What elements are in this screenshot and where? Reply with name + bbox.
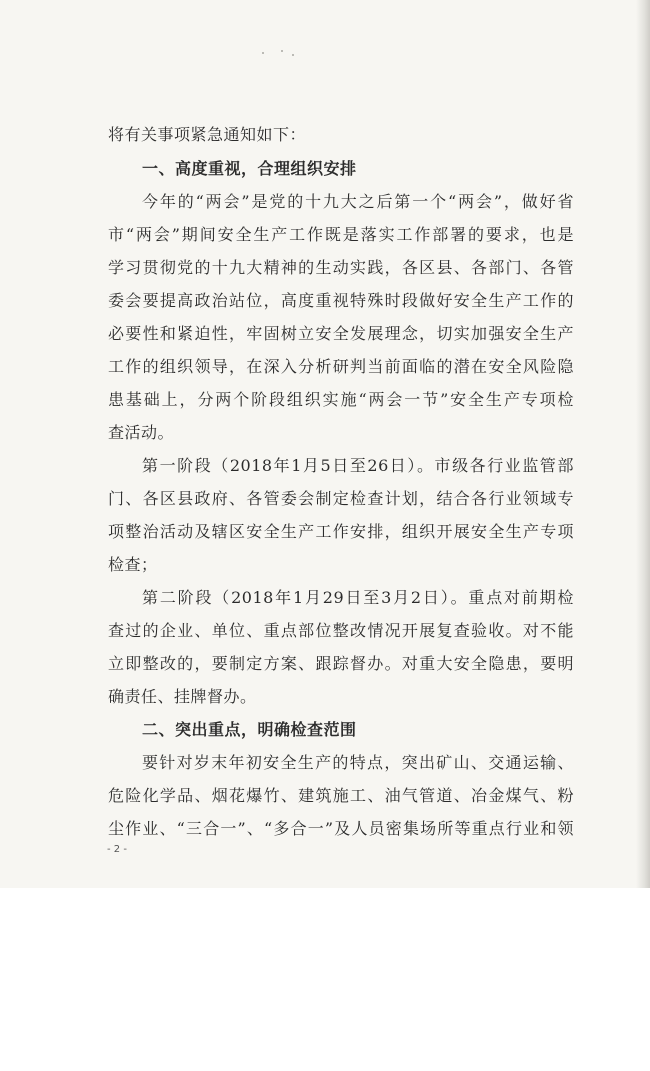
paragraph-line: 立即整改的，要制定方案、跟踪督办。对重大安全隐患，要明 bbox=[108, 654, 574, 673]
paragraph-line: 确责任、挂牌督办。 bbox=[108, 687, 257, 706]
section-heading-1: 一、高度重视，合理组织安排 bbox=[142, 159, 357, 178]
intro-line: 将有关事项紧急通知如下： bbox=[108, 125, 307, 144]
page-number: - 2 - bbox=[107, 844, 127, 855]
section-heading-2: 二、突出重点，明确检查范围 bbox=[142, 720, 357, 739]
paragraph-line: 工作的组织领导，在深入分析研判当前面临的潜在安全风险隐 bbox=[108, 357, 574, 376]
paragraph-line: 学习贯彻党的十九大精神的生动实践，各区县、各部门、各管 bbox=[108, 258, 574, 277]
scan-edge-shadow bbox=[636, 0, 650, 888]
paragraph-line: 第二阶段（2018年1月29日至3月2日）。重点对前期检 bbox=[142, 588, 574, 607]
paragraph-line: 门、各区县政府、各管委会制定检查计划，结合各行业领域专 bbox=[108, 489, 574, 508]
blank-area bbox=[0, 888, 650, 1071]
paragraph-line: 市“两会”期间安全生产工作既是落实工作部署的要求，也是 bbox=[108, 225, 574, 244]
paragraph-line: 项整治活动及辖区安全生产工作安排，组织开展安全生产专项 bbox=[108, 522, 574, 541]
scan-speck bbox=[262, 52, 264, 54]
paragraph-line: 今年的“两会”是党的十九大之后第一个“两会”，做好省 bbox=[142, 192, 574, 211]
paragraph-line: 查活动。 bbox=[108, 423, 175, 442]
paragraph-line: 必要性和紧迫性，牢固树立安全发展理念，切实加强安全生产 bbox=[108, 324, 574, 343]
paragraph-line: 患基础上，分两个阶段组织实施“两会一节”安全生产专项检 bbox=[108, 390, 574, 409]
paragraph-line: 尘作业、“三合一”、“多合一”及人员密集场所等重点行业和领 bbox=[108, 819, 574, 838]
paragraph-line: 第一阶段（2018年1月5日至26日）。市级各行业监管部 bbox=[142, 456, 574, 475]
scan-speck bbox=[292, 54, 294, 56]
paragraph-line: 委会要提高政治站位，高度重视特殊时段做好安全生产工作的 bbox=[108, 291, 574, 310]
paragraph-line: 危险化学品、烟花爆竹、建筑施工、油气管道、冶金煤气、粉 bbox=[108, 786, 574, 805]
paragraph-line: 查过的企业、单位、重点部位整改情况开展复查验收。对不能 bbox=[108, 621, 574, 640]
scan-speck bbox=[281, 50, 283, 52]
paragraph-line: 要针对岁末年初安全生产的特点，突出矿山、交通运输、 bbox=[142, 753, 574, 772]
paragraph-line: 检查； bbox=[108, 555, 158, 574]
